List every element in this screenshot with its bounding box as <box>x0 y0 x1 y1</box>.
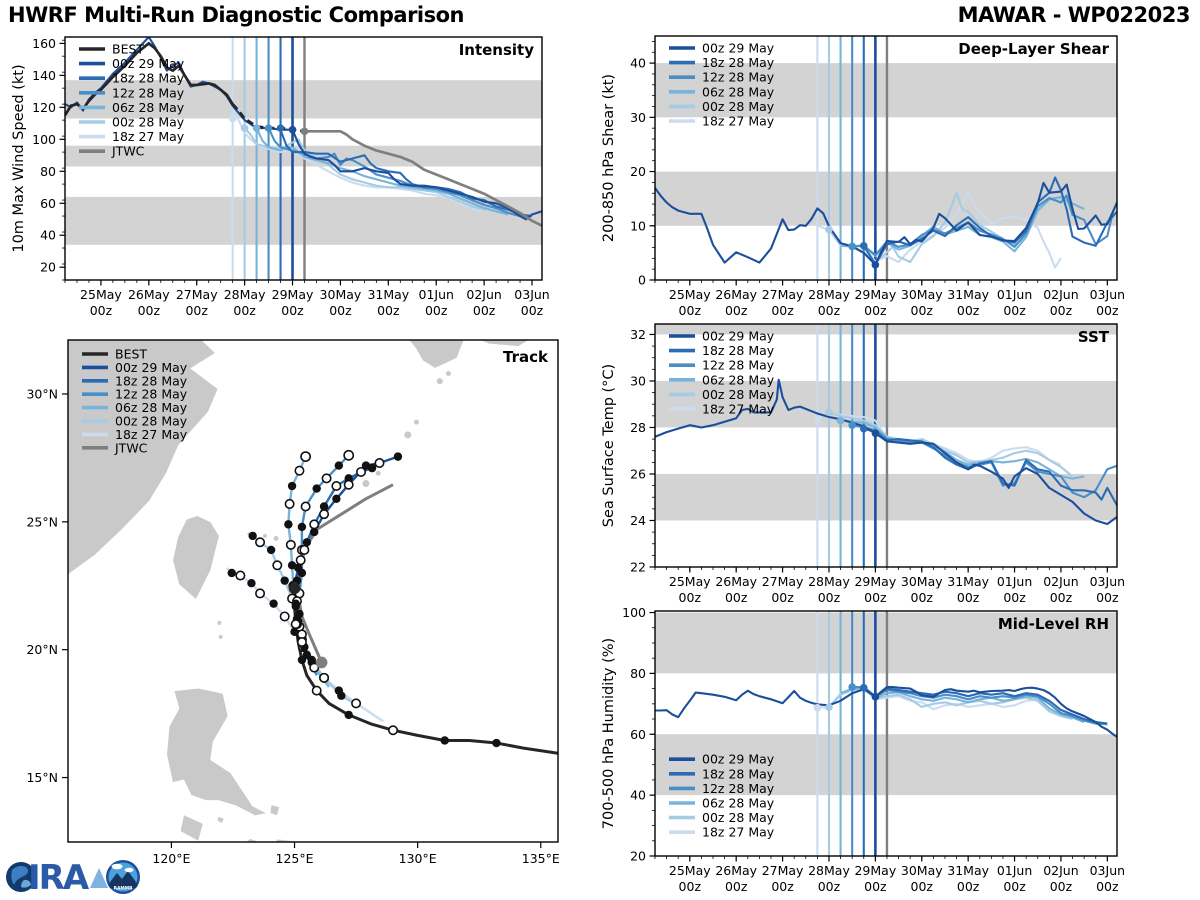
landmass-marinduque <box>217 816 224 824</box>
track-endpoint-open <box>301 452 310 461</box>
y-tick-label: 60 <box>630 726 646 742</box>
x-tick-date: 30May <box>900 287 943 302</box>
legend-label-r12z28: 12z 28 May <box>702 69 775 85</box>
legend-label-r00z28: 00z 28 May <box>112 114 185 130</box>
legend-label-r00z29: 00z 29 May <box>115 359 188 375</box>
track-fix-open <box>295 466 303 474</box>
x-tick-hour: 00z <box>1096 879 1119 894</box>
island <box>274 536 279 541</box>
x-tick-hour: 00z <box>377 303 400 318</box>
x-tick-date: 03Jun <box>1089 287 1126 302</box>
x-tick-date: 28May <box>808 863 850 878</box>
x-tick-date: 03Jun <box>1089 574 1126 589</box>
x-tick-hour: 00z <box>1003 303 1026 318</box>
legend-label-r06z28: 06z 28 May <box>702 372 775 388</box>
x-tick-date: 26May <box>127 287 170 302</box>
x-tick-hour: 00z <box>956 590 980 605</box>
track-fix-filled <box>335 461 343 469</box>
track-fix-filled <box>248 532 256 540</box>
legend-label-r06z28: 06z 28 May <box>115 400 188 416</box>
x-tick-hour: 00z <box>1049 879 1073 894</box>
y-tick-label: 30 <box>630 373 646 389</box>
track-fix-open <box>310 520 318 528</box>
panel-sst <box>601 324 1125 605</box>
track-jtwc <box>298 485 393 663</box>
legend-label-r00z28: 00z 28 May <box>115 413 188 429</box>
x-tick-date: 25May <box>80 287 122 302</box>
x-tick-hour: 00z <box>910 590 933 605</box>
x-tick-hour: 00z <box>678 590 702 605</box>
track-fix-open <box>273 561 281 569</box>
x-tick-hour: 00z <box>771 303 794 318</box>
x-tick-date: 31May <box>947 863 990 878</box>
init-dot-r00z29 <box>872 261 880 269</box>
track-fix-filled <box>267 546 275 554</box>
y-tick-label: 32 <box>630 326 646 342</box>
init-dot-r00z28 <box>825 226 833 234</box>
track-fix-filled <box>332 495 340 503</box>
y-tick-label: 24 <box>630 512 646 528</box>
island <box>414 420 419 425</box>
x-tick-date: 27May <box>761 574 804 589</box>
init-dot-r18z27 <box>814 416 822 424</box>
init-dot-r18z28 <box>860 242 868 250</box>
island <box>404 431 411 438</box>
track-fix-filled <box>312 484 320 492</box>
x-tick-date: 27May <box>761 863 804 878</box>
y-tick-label: 22 <box>630 559 646 575</box>
cira-mountain-accent <box>90 868 108 888</box>
x-tick-date: 01Jun <box>996 287 1033 302</box>
lon-tick-label: 135°E <box>521 851 560 866</box>
track-fix-open <box>285 500 293 508</box>
landmass-taiwan <box>173 515 220 599</box>
legend-label-r18z27: 18z 27 May <box>112 129 185 145</box>
lon-tick-label: 120°E <box>152 851 191 866</box>
init-dot-r00z28 <box>241 124 249 132</box>
lat-tick-label: 25°N <box>26 514 58 530</box>
track-fix-open <box>256 538 264 546</box>
init-dot-r18z28 <box>860 425 868 433</box>
x-tick-date: 29May <box>854 863 897 878</box>
x-tick-hour: 00z <box>956 303 980 318</box>
x-tick-date: 25May <box>668 863 711 878</box>
x-tick-date: 02Jun <box>1043 863 1079 878</box>
x-tick-hour: 00z <box>817 879 841 894</box>
x-tick-hour: 00z <box>724 590 748 605</box>
legend-label-r12z28: 12z 28 May <box>702 357 775 373</box>
rammb-wordmark: RAMMB <box>113 886 133 892</box>
track-fix-filled <box>298 656 306 664</box>
init-dot-jtwc <box>301 128 309 136</box>
legend-label-r18z27: 18z 27 May <box>702 824 775 840</box>
track-fix-filled <box>292 599 300 607</box>
lat-tick-label: 20°N <box>26 642 58 658</box>
y-tick-label: 20 <box>40 259 56 275</box>
panel-label: Intensity <box>458 41 534 59</box>
track-fix-filled <box>298 523 306 531</box>
init-dot-r06z28 <box>837 417 845 425</box>
cira-rammb-logo <box>4 852 154 900</box>
legend-label-r18z27: 18z 27 May <box>702 401 775 417</box>
legend-label-r06z28: 06z 28 May <box>702 795 775 811</box>
x-tick-date: 02Jun <box>1043 287 1079 302</box>
y-axis-label: 700-500 hPa Humidity (%) <box>601 637 617 830</box>
x-tick-hour: 00z <box>1049 303 1073 318</box>
y-tick-label: 10 <box>630 218 646 234</box>
legend-label-r18z27: 18z 27 May <box>115 426 188 442</box>
x-tick-date: 29May <box>854 574 897 589</box>
track-start-dot <box>316 657 328 669</box>
y-tick-label: 40 <box>630 787 646 803</box>
storm-title: MAWAR - WP022023 <box>957 3 1190 27</box>
legend-label-r18z28: 18z 28 May <box>702 55 775 71</box>
track-fix-filled <box>284 520 292 528</box>
y-tick-label: 40 <box>630 55 646 71</box>
x-tick-date: 01Jun <box>996 574 1033 589</box>
cira-wordmark: IRA <box>28 858 88 898</box>
init-dot-r18z28 <box>277 124 285 132</box>
track-fix-filled <box>294 564 302 572</box>
track-fix-open <box>352 699 360 707</box>
init-dot-r00z29 <box>872 429 880 437</box>
y-tick-label: 26 <box>630 466 646 482</box>
landmass-kyushu <box>408 339 465 368</box>
init-dot-r00z28 <box>825 409 833 417</box>
x-tick-hour: 00z <box>771 590 794 605</box>
legend-label-r00z28: 00z 28 May <box>702 386 775 402</box>
x-tick-date: 26May <box>715 287 758 302</box>
legend-label-r18z27: 18z 27 May <box>702 113 775 129</box>
x-tick-date: 28May <box>808 287 850 302</box>
y-tick-label: 60 <box>40 195 56 211</box>
x-tick-hour: 00z <box>329 303 352 318</box>
x-tick-hour: 00z <box>864 879 887 894</box>
x-tick-hour: 00z <box>1096 590 1119 605</box>
init-dot-r12z28 <box>848 421 856 429</box>
track-fix-open <box>332 482 340 490</box>
track-fix-filled <box>337 692 345 700</box>
x-tick-date: 25May <box>668 574 711 589</box>
panel-intensity <box>11 36 550 318</box>
panel-label: SST <box>1077 328 1109 346</box>
track-fix-open <box>300 546 308 554</box>
track-fix-filled <box>394 452 402 460</box>
legend-label-r18z28: 18z 28 May <box>115 373 188 389</box>
legend-label-best: BEST <box>115 346 148 362</box>
x-tick-hour: 00z <box>185 303 208 318</box>
x-tick-hour: 00z <box>520 303 544 318</box>
island <box>362 480 369 487</box>
legend-label-r00z28: 00z 28 May <box>702 810 775 826</box>
x-tick-hour: 00z <box>89 303 113 318</box>
x-tick-date: 01Jun <box>996 863 1033 878</box>
track-fix-open <box>296 556 304 564</box>
panel-label: Mid-Level RH <box>997 615 1109 633</box>
island <box>376 471 381 476</box>
island <box>437 378 443 384</box>
y-tick-label: 0 <box>638 272 646 288</box>
track-fix-open <box>236 571 244 579</box>
y-tick-label: 160 <box>32 35 56 51</box>
track-fix-filled <box>228 569 236 577</box>
init-dot-r00z29 <box>289 126 297 134</box>
x-tick-hour: 00z <box>771 879 794 894</box>
track-fix-open <box>301 502 309 510</box>
track-fix-filled <box>345 711 353 719</box>
y-tick-label: 30 <box>630 109 646 125</box>
track-fix-open <box>298 638 306 646</box>
legend-label-r00z28: 00z 28 May <box>702 98 775 114</box>
x-tick-date: 29May <box>854 287 897 302</box>
y-tick-label: 120 <box>32 99 56 115</box>
x-tick-hour: 00z <box>817 303 841 318</box>
island <box>217 621 221 625</box>
x-tick-date: 30May <box>900 574 943 589</box>
x-tick-hour: 00z <box>1096 303 1119 318</box>
y-tick-label: 40 <box>40 227 56 243</box>
y-tick-label: 140 <box>32 67 56 83</box>
x-tick-date: 28May <box>223 287 266 302</box>
panel-rh <box>601 605 1125 894</box>
x-tick-hour: 00z <box>724 303 748 318</box>
legend-label-r06z28: 06z 28 May <box>702 84 775 100</box>
y-tick-label: 28 <box>630 419 646 435</box>
track-fix-filled <box>280 576 288 584</box>
track-fix-open <box>375 459 383 467</box>
x-tick-date: 31May <box>947 574 990 589</box>
x-tick-hour: 00z <box>910 303 933 318</box>
x-tick-date: 03Jun <box>514 287 550 302</box>
x-tick-date: 29May <box>271 287 314 302</box>
legend-label-r00z29: 00z 29 May <box>702 40 775 56</box>
track-fix-filled <box>310 528 318 536</box>
track-fix-filled <box>441 736 449 744</box>
init-dot-r12z28 <box>265 124 273 132</box>
x-tick-hour: 00z <box>1049 590 1073 605</box>
track-fix-open <box>280 612 288 620</box>
track-fix-open <box>287 541 295 549</box>
init-dot-r18z27 <box>229 115 237 123</box>
init-dot-r18z28 <box>860 684 868 692</box>
init-dot-r00z29 <box>872 693 880 701</box>
x-tick-date: 30May <box>900 863 943 878</box>
landmass-luzon <box>167 688 268 816</box>
legend-label-r12z28: 12z 28 May <box>112 85 185 101</box>
track-fix-filled <box>288 482 296 490</box>
lon-tick-label: 130°E <box>398 851 437 866</box>
track-fix-open <box>292 620 300 628</box>
lat-tick-label: 30°N <box>26 386 58 402</box>
legend-label-r18z28: 18z 28 May <box>112 70 185 86</box>
legend-label-r18z28: 18z 28 May <box>702 766 775 782</box>
x-tick-hour: 00z <box>724 879 748 894</box>
track-best <box>295 588 559 753</box>
legend-label-r00z29: 00z 29 May <box>702 751 775 767</box>
x-tick-hour: 00z <box>864 303 887 318</box>
x-tick-date: 27May <box>761 287 804 302</box>
legend-label-jtwc: JTWC <box>115 440 148 456</box>
track-fix-filled <box>492 739 500 747</box>
x-tick-hour: 00z <box>1003 879 1026 894</box>
page-title: HWRF Multi-Run Diagnostic Comparison <box>8 3 465 27</box>
track-fix-open <box>389 726 397 734</box>
track-endpoint-open <box>344 451 353 460</box>
x-tick-hour: 00z <box>424 303 448 318</box>
x-tick-date: 26May <box>715 863 758 878</box>
legend-label-r12z28: 12z 28 May <box>115 386 188 402</box>
init-dot-r12z28 <box>848 243 856 251</box>
x-tick-hour: 00z <box>817 590 841 605</box>
panel-label: Deep-Layer Shear <box>958 40 1109 58</box>
init-dot-r12z28 <box>848 683 856 691</box>
panel-label: Track <box>503 348 548 366</box>
x-tick-date: 02Jun <box>466 287 502 302</box>
x-tick-hour: 00z <box>864 590 887 605</box>
y-tick-label: 80 <box>630 665 646 681</box>
x-tick-hour: 00z <box>1003 590 1026 605</box>
legend-label-r00z29: 00z 29 May <box>702 328 775 344</box>
track-fix-filled <box>295 610 303 618</box>
track-fix-open <box>256 589 264 597</box>
x-tick-date: 25May <box>668 287 711 302</box>
legend-label-r00z29: 00z 29 May <box>112 56 185 72</box>
legend-label-r06z28: 06z 28 May <box>112 99 185 115</box>
island <box>263 534 267 538</box>
series-r06z28 <box>841 421 1085 479</box>
track-fix-open <box>320 510 328 518</box>
x-tick-hour: 00z <box>678 879 702 894</box>
y-tick-label: 20 <box>630 848 646 864</box>
track-fix-filled <box>362 461 370 469</box>
legend-label-jtwc: JTWC <box>112 143 145 159</box>
legend-label-r18z28: 18z 28 May <box>702 343 775 359</box>
x-tick-hour: 00z <box>137 303 161 318</box>
track-fix-filled <box>269 599 277 607</box>
x-tick-hour: 00z <box>678 303 702 318</box>
y-tick-label: 80 <box>40 163 56 179</box>
x-tick-date: 28May <box>808 574 850 589</box>
panel-shear <box>601 36 1125 318</box>
track-fix-open <box>320 674 328 682</box>
x-tick-date: 31May <box>947 287 990 302</box>
track-fix-open <box>345 481 353 489</box>
landmass-catanduanes <box>270 804 280 816</box>
y-tick-label: 20 <box>630 164 646 180</box>
legend-label-r12z28: 12z 28 May <box>702 780 775 796</box>
x-tick-date: 27May <box>175 287 218 302</box>
y-axis-label: 10m Max Wind Speed (kt) <box>11 64 27 253</box>
lon-tick-label: 125°E <box>275 851 314 866</box>
init-dot-r00z28 <box>825 703 833 711</box>
landmass-mindoro <box>180 815 203 842</box>
x-tick-date: 26May <box>715 574 758 589</box>
island <box>219 635 223 639</box>
x-tick-hour: 00z <box>956 879 980 894</box>
x-tick-date: 30May <box>319 287 362 302</box>
x-tick-date: 01Jun <box>418 287 454 302</box>
x-tick-date: 02Jun <box>1043 574 1079 589</box>
x-tick-hour: 00z <box>233 303 256 318</box>
x-tick-date: 03Jun <box>1089 863 1126 878</box>
island <box>446 371 451 376</box>
x-tick-hour: 00z <box>472 303 496 318</box>
panel-track <box>26 339 559 866</box>
y-tick-label: 100 <box>622 605 646 621</box>
y-tick-label: 100 <box>32 131 56 147</box>
y-axis-label: Sea Surface Temp (°C) <box>601 363 617 528</box>
init-dot-r06z28 <box>253 124 261 132</box>
init-dot-r18z27 <box>814 704 822 712</box>
y-axis-label: 200-850 hPa Shear (kt) <box>601 73 617 243</box>
lat-tick-label: 15°N <box>26 770 58 786</box>
track-fix-filled <box>247 579 255 587</box>
x-tick-date: 31May <box>367 287 410 302</box>
track-fix-open <box>312 686 320 694</box>
legend-label-best: BEST <box>112 41 145 57</box>
track-fix-open <box>322 474 330 482</box>
x-tick-hour: 00z <box>910 879 933 894</box>
track-start-dot <box>289 583 301 595</box>
x-tick-hour: 00z <box>281 303 304 318</box>
